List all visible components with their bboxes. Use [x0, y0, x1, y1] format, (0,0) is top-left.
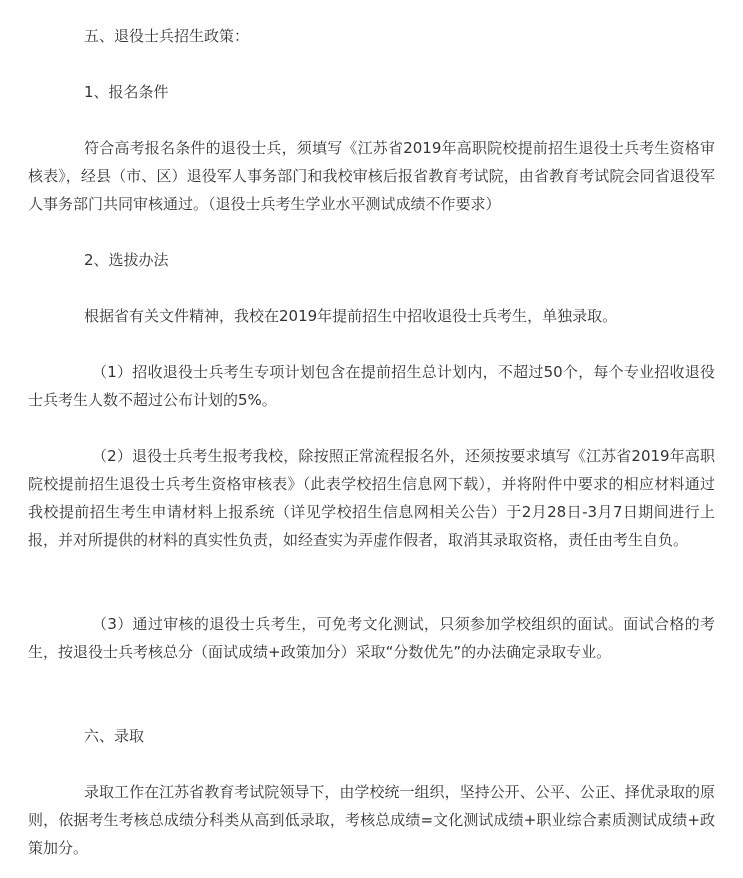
item2-point-3: （3）通过审核的退役士兵考生，可免考文化测试，只须参加学校组织的面试。面试合格的考生，按退役士兵考核总分（面试成绩+政策加分）采取“分数优先”的办法确定录取专业。	[28, 615, 715, 661]
item1-body: 符合高考报名条件的退役士兵，须填写《江苏省2019年高职院校提前招生退役士兵考生资格审核表》，经县（市、区）退役军人事务部门和我校审核后报省教育考试院，由省教育考试院会同省退役军人事务部门共同审核通过。（退役士兵考生学业水平测试成绩不作要求）	[28, 139, 715, 213]
item2-intro: 根据省有关文件精神，我校在2019年提前招生中招收退役士兵考生，单独录取。	[84, 307, 618, 325]
item1-title: 1、报名条件	[84, 83, 169, 101]
item2-point-1: （1）招收退役士兵考生专项计划包含在提前招生总计划内，不超过50个，每个专业招收退役士兵考生人数不超过公布计划的5%。	[28, 363, 715, 409]
section-five-title: 五、退役士兵招生政策：	[84, 27, 250, 45]
section-six-body: 录取工作在江苏省教育考试院领导下，由学校统一组织，坚持公开、公平、公正、择优录取的原则，依据考生考核总成绩分科类从高到低录取，考核总成绩=文化测试成绩+职业综合素质测试成绩+政策加分。	[28, 783, 715, 857]
item2-title: 2、选拔办法	[84, 251, 169, 269]
item2-point-2: （2）退役士兵考生报考我校，除按照正常流程报名外，还须按要求填写《江苏省2019年高职院校提前招生退役士兵考生资格审核表》（此表学校招生信息网下载），并将附件中要求的相应材料通过我校提前招生考生申请材料上报系统（详见学校招生信息网相关公告）于2月28日-3月7日期间进行上报，并对所提供的材料的真实性负责，如经查实为弄虚作假者，取消其录取资格，责任由考生自负。	[28, 447, 715, 549]
section-six-title: 六、录取	[84, 727, 145, 745]
